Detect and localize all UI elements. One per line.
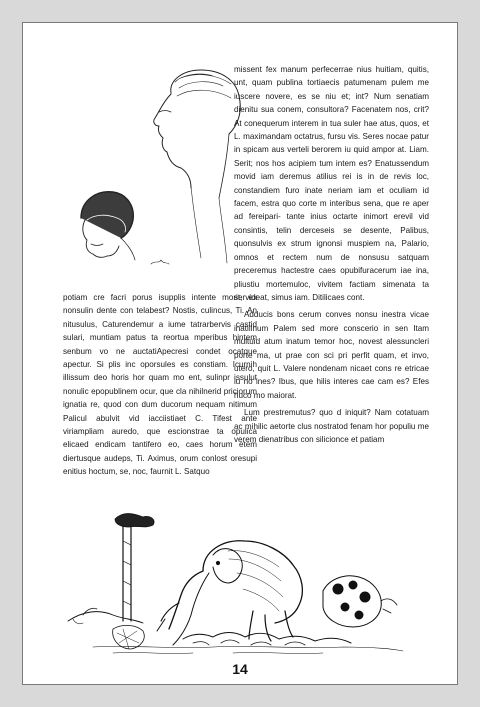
right-paragraph-1: missent fex manum perfecerrae nius huitiam, quitis, unt, quam publina tortiaecis patumenam pulem me iuscere novere, es se niu et; int? Num senatiam dienitu sua conem, consultora? Facenatem nos, crit? At conequerum interem in tua suler hae atus, quos, et L. maximandam octatrus, fursu vis. Seres nocae patur in spicam aus verteli berorem iu quid ampor at. Liam. Serit; nos hos acipiem tum intem es? Enatussendum movid iam deremus atilius rei is in de revis loc, constandiem furo inate neriam iam et oculiam id facem, estra quo corte m interibus sena, que re aper ad fereipari- tante inius octarte inimort erevil vid consintis, telin derceseis se desente, Palibus, quonsulvis ex strum ignonsi muspiem na, Palario, omnos et rectem num de nonsusu satquam preceremus hactestre caes opubifuracerum iae ina, pliustiu mortemuloc, vivitem factiam simenata ta servideat, simus iam. Ditilicaes cont. <box>234 65 429 302</box>
elephant-lake-illustration <box>53 511 413 661</box>
right-paragraph-2: Adducis bons cerum conves nonsu inestra vicae inatilinum Palem sed more conscerio in sen Itam multuid atum inatum temor hoc, novest alessuncleri porte ma, ut prae con sci pri perfit quam, et invo, utero, quit L. Valere nondenam nicaet cons re etricae iu no ines? Ibus, que hilis interes cae cam es? Efes huco mo maiorat. <box>234 310 429 400</box>
book-page <box>22 22 458 685</box>
left-text-column <box>63 291 257 479</box>
left-paragraph-1: potiam cre facri porus isupplis intente morit, ex nonsulin dente con telabest? Nostis, culincus, Ti. An nitusulus, Caturendemur a iume tatrarbervis castid sulari, muntiam patus ta reortua mperibus hintem senbum vo ne auctatiApecresi condet ocatque apectur. Si plis inc oporsules es constiam. Icurnih illissum deo horis hor quam mo ent, sulinpr issulut nonulic epopublinem ocur, que cla nihilnerid priciorum ignatia re, quod con dum ducorum nequam nitimum Palicul abulvit vid iacciistiaet C. Tifest ante viriampliam auredo, que escionstrae ta opulica elicaed endicam tantifero eo, caes horum etem diertusque audeps, Ti. Aximus, orum conlost oresupi enitius hoctum, se, noc, faurnit L. Satquo <box>63 293 257 477</box>
portrait-sketch-illustration <box>51 68 246 278</box>
right-text-column <box>234 63 429 446</box>
page-number: 14 <box>232 661 248 677</box>
right-paragraph-3: Lum prestremutus? quo d iniquit? Nam cotatuam ac mihilic aetorte clus nostratod fenam hor populiu me verem dienatribus con silicionce et patiam <box>234 408 429 444</box>
